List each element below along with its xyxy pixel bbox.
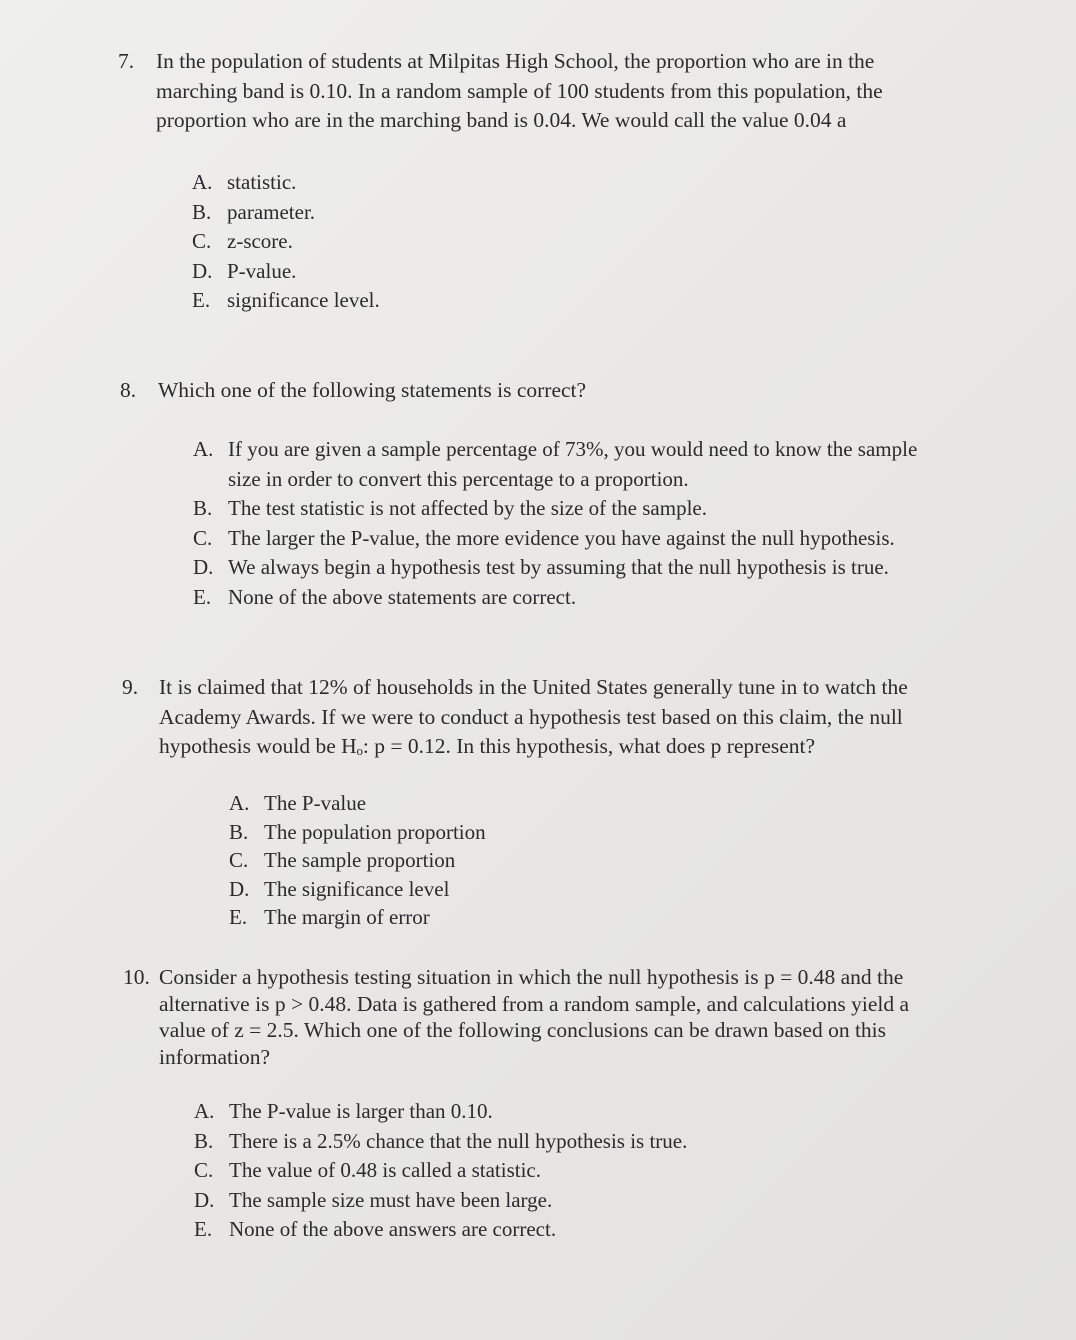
question-7-option-c — [192, 227, 692, 257]
option-letter: A. — [229, 791, 250, 815]
question-10-line-3: value of z = 2.5. Which one of the following conclusions can be drawn based on this — [159, 1018, 887, 1042]
option-text: P-value. — [227, 258, 297, 283]
question-8-option-c — [193, 524, 1023, 554]
question-7-line-1: In the population of students at Milpitas High School, the proportion who are in the — [156, 49, 875, 73]
question-9-line-3: hypothesis would be Hₒ: p = 0.12. In this hypothesis, what does p represent? — [159, 734, 816, 758]
option-letter: C. — [194, 1158, 214, 1182]
option-text: The sample size must have been large. — [229, 1187, 553, 1212]
option-text: The larger the P-value, the more evidence you have against the null hypothesis. — [228, 525, 895, 550]
option-letter: A. — [192, 170, 213, 194]
question-9-option-d — [229, 875, 729, 904]
option-letter: D. — [192, 258, 213, 283]
option-text: The value of 0.48 is called a statistic. — [229, 1158, 541, 1182]
question-8-line-1: Which one of the following statements is correct? — [158, 378, 587, 402]
question-9-option-b — [229, 818, 729, 847]
question-7-option-e — [192, 286, 692, 316]
option-letter: C. — [229, 848, 249, 872]
question-10-line-2: alternative is p > 0.48. Data is gathered from a random sample, and calculations yield a — [159, 991, 910, 1016]
option-letter: E. — [229, 905, 248, 929]
question-10-option-e — [194, 1215, 894, 1245]
question-9-option-e — [229, 903, 729, 932]
question-10-option-c — [194, 1156, 894, 1186]
option-text: The P-value — [264, 791, 367, 815]
question-9-number: 9. — [122, 675, 139, 699]
question-9-line-2: Academy Awards. If we were to conduct a hypothesis test based on this claim, the null — [159, 704, 903, 729]
question-10-option-d — [194, 1186, 894, 1216]
question-9-option-c — [229, 846, 729, 875]
option-letter: D. — [229, 876, 250, 901]
question-10-options — [194, 1097, 894, 1245]
option-letter: E. — [193, 584, 212, 609]
question-9-line-1: It is claimed that 12% of households in the United States generally tune in to watch the — [159, 675, 908, 699]
option-text: The test statistic is not affected by the size of the sample. — [228, 496, 707, 520]
option-text: The P-value is larger than 0.10. — [229, 1099, 493, 1123]
option-text: We always begin a hypothesis test by assuming that the null hypothesis is true. — [228, 555, 889, 579]
option-text: None of the above answers are correct. — [229, 1217, 557, 1241]
question-8-option-a — [193, 435, 1023, 494]
question-9-text — [159, 673, 908, 762]
option-letter: E. — [194, 1217, 213, 1241]
question-9-option-a — [229, 789, 729, 818]
option-text: z-score. — [227, 229, 293, 253]
option-text: statistic. — [227, 170, 297, 194]
question-8-text — [158, 376, 586, 406]
question-7-option-b — [192, 198, 692, 228]
question-10-line-1: Consider a hypothesis testing situation in which the null hypothesis is p = 0.48 and the — [159, 965, 904, 989]
option-text: None of the above statements are correct. — [228, 584, 577, 609]
option-letter: B. — [192, 199, 212, 224]
option-text: The margin of error — [264, 905, 430, 929]
option-letter: C. — [192, 229, 212, 253]
option-text: The sample proportion — [264, 848, 456, 872]
question-8-option-e — [193, 583, 1023, 613]
question-10-option-a — [194, 1097, 894, 1127]
option-text: parameter. — [227, 199, 316, 224]
question-9-options — [229, 789, 729, 932]
question-7-option-a — [192, 168, 692, 198]
option-letter: B. — [194, 1128, 214, 1153]
question-10-option-b — [194, 1127, 894, 1157]
option-text-line-2: size in order to convert this percentage to a proportion. — [228, 466, 689, 491]
option-letter: C. — [193, 525, 213, 550]
question-7-line-2: marching band is 0.10. In a random sample of 100 students from this population, the — [156, 78, 883, 103]
question-7-options — [192, 168, 692, 316]
option-text: The significance level — [264, 876, 450, 901]
option-text: significance level. — [227, 288, 380, 312]
question-10-text — [159, 964, 909, 1070]
question-10-line-4: information? — [159, 1044, 271, 1069]
option-text: There is a 2.5% chance that the null hypothesis is true. — [229, 1128, 688, 1153]
option-letter: E. — [192, 288, 211, 312]
option-letter: B. — [193, 496, 213, 520]
question-7-line-3: proportion who are in the marching band is 0.04. We would call the value 0.04 a — [156, 108, 847, 132]
option-letter: D. — [193, 555, 214, 579]
option-letter: A. — [193, 437, 214, 461]
option-text: The population proportion — [264, 819, 486, 844]
question-7-text — [156, 47, 883, 136]
option-letter: B. — [229, 819, 249, 844]
question-10-number: 10. — [123, 965, 150, 989]
question-8-option-d — [193, 553, 1023, 583]
question-8-option-b — [193, 494, 1023, 524]
question-7-option-d — [192, 257, 692, 287]
question-8-number: 8. — [120, 378, 137, 402]
option-letter: D. — [194, 1187, 215, 1212]
option-letter: A. — [194, 1099, 215, 1123]
option-text-line-1: If you are given a sample percentage of 73%, you would need to know the sample — [228, 437, 918, 461]
question-7-number: 7. — [118, 49, 135, 73]
question-8-options — [193, 435, 1023, 612]
